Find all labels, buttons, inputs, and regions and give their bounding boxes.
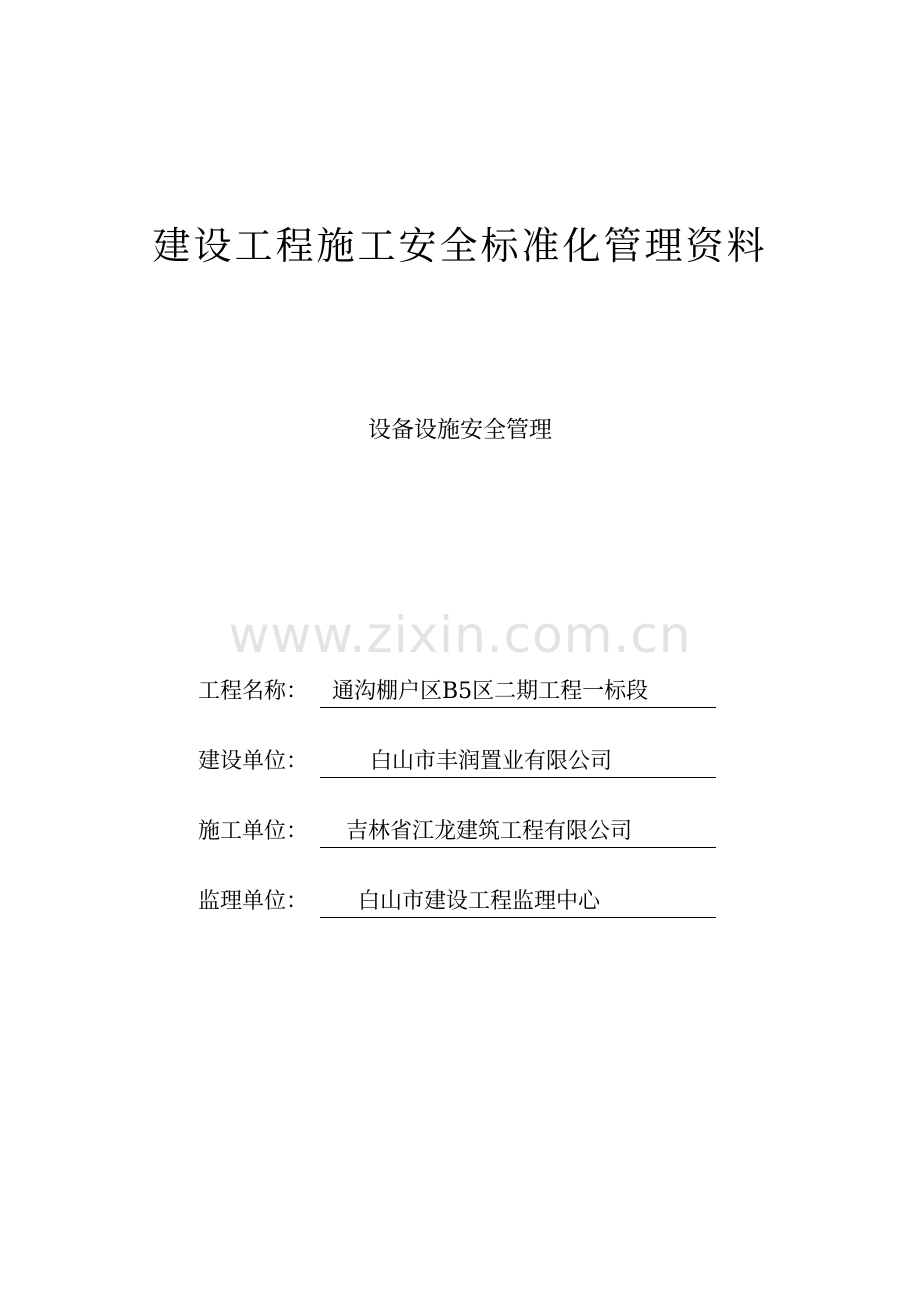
field-value-line bbox=[320, 816, 716, 848]
document-subtitle: 设备设施安全管理 bbox=[368, 417, 552, 443]
field-value-line bbox=[320, 676, 716, 708]
field-value: 白山市建设工程监理中心 bbox=[358, 889, 601, 914]
field-project-name bbox=[198, 676, 728, 708]
field-value-line bbox=[320, 746, 716, 778]
watermark: www.zixin.com.cn bbox=[228, 606, 692, 664]
field-contractor bbox=[198, 816, 728, 848]
field-construction-unit bbox=[198, 746, 728, 778]
field-label: 建设单位： bbox=[198, 749, 309, 774]
field-value-line bbox=[320, 886, 716, 918]
field-value: 吉林省江龙建筑工程有限公司 bbox=[346, 819, 633, 844]
field-label: 监理单位： bbox=[198, 889, 309, 914]
document-title: 建设工程施工安全标准化管理资料 bbox=[152, 224, 768, 268]
field-label: 工程名称： bbox=[198, 679, 309, 704]
field-value: 白山市丰润置业有限公司 bbox=[370, 749, 613, 774]
field-value: 通沟棚户区B5区二期工程一标段 bbox=[332, 679, 649, 704]
field-label: 施工单位： bbox=[198, 819, 309, 844]
field-supervisor bbox=[198, 886, 728, 918]
